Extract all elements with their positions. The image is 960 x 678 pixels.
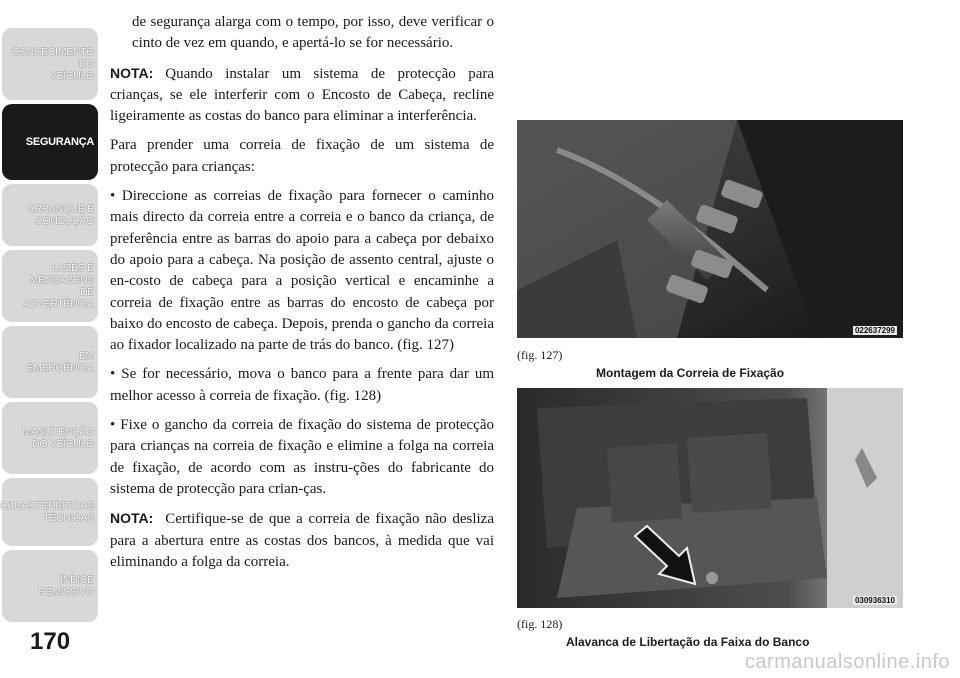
note-paragraph xyxy=(110,63,494,128)
body-text-column xyxy=(110,12,494,581)
figure-caption: Alavanca de Libertação da Faixa do Banco xyxy=(566,635,810,649)
tab-label: EM EMERGÊNCIA xyxy=(26,350,94,374)
paragraph: Para prender uma correia de fixação de um sistema de protecção para crianças: xyxy=(110,137,494,175)
note-label: NOTA: xyxy=(110,64,154,81)
note-label: NOTA: xyxy=(110,510,154,527)
figure-127-image xyxy=(517,120,903,338)
tab-label: ÍNDICE REMISSIVO xyxy=(38,574,94,598)
tab-label: MANUTENÇÃO DO VEÍCULO xyxy=(22,426,94,450)
tab-label: SEGURANÇA xyxy=(25,136,94,148)
note-text: Quando instalar um sistema de protecção para crianças, se ele interferir com o Encosto de Cabeça, recline ligeiramente as costas do banco para eliminar a interferência. xyxy=(110,65,494,125)
note-text: Certifique-se de que a correia de fixação não desliza para a abertura entre as costas dos bancos, à medida que vai eliminando a folga da correia. xyxy=(110,511,494,570)
tab-label: LUZES E MENSAGENS DE ADVERTÊNCIA xyxy=(22,262,94,310)
section-sidebar xyxy=(0,0,100,678)
tab-conhecimento-do-veiculo[interactable] xyxy=(2,28,98,100)
figure-caption: Montagem da Correia de Fixação xyxy=(596,366,785,380)
tab-label: ARRANQUE E CONDUÇÃO xyxy=(27,203,94,227)
figure-128-image xyxy=(517,388,903,608)
tab-label: CARACTERÍSTICAS TÉCNICAS xyxy=(0,500,94,524)
note-paragraph xyxy=(110,508,494,573)
seat-back-tether-illustration xyxy=(517,120,903,338)
paragraph: de segurança alarga com o tempo, por isso, deve verificar o cinto de vez em quando, e apertá-lo se for necessário. xyxy=(132,14,494,52)
tab-em-emergencia[interactable] xyxy=(2,326,98,398)
watermark: carmanualsonline.info xyxy=(744,651,950,673)
figure-number: (fig. 128) xyxy=(517,617,563,631)
tab-luzes-e-mensagens[interactable] xyxy=(2,250,98,322)
tab-seguranca[interactable] xyxy=(2,104,98,180)
figure-code: 022637299 xyxy=(854,326,895,335)
tab-caracteristicas-tecnicas[interactable] xyxy=(2,478,98,546)
figure-number: (fig. 127) xyxy=(517,348,563,362)
bullet-paragraph: • Se for necessário, mova o banco para a frente para dar um melhor acesso à correia de fixação. (fig. 128) xyxy=(110,366,494,404)
page-number: 170 xyxy=(30,628,71,655)
bullet-paragraph: • Direccione as correias de fixação para fornecer o caminho mais directo da correia entre a correia e o banco da criança, de preferência entre as barras do apoio para a cabeça por debaixo do apoio para a cabeça. Na posição de assento central, ajuste o en-costo de cabeça para a posição vertical e encaminhe a correia de fixação entre as barras do encosto de cabeça por baixo do encosto de cabeça. Depois, prenda o gancho da correia ao fixador localizado na parte de trás do banco. (fig. 127) xyxy=(110,188,495,354)
tab-indice-remissivo[interactable] xyxy=(2,550,98,622)
tab-manutencao-do-veiculo[interactable] xyxy=(2,402,98,474)
rear-seat-release-illustration xyxy=(517,388,903,608)
figure-code: 030936310 xyxy=(854,596,895,605)
tab-label: CONHECIMENTO DO VEÍCULO xyxy=(11,46,94,82)
tab-arranque-e-conducao[interactable] xyxy=(2,184,98,246)
bullet-paragraph: • Fixe o gancho da correia de fixação do sistema de protecção para crianças na correia de fixação e elimine a folga na correia de fixação, de acordo com as instru-ções do fabricante do sistema de protecção para crian-ças. xyxy=(110,417,494,497)
